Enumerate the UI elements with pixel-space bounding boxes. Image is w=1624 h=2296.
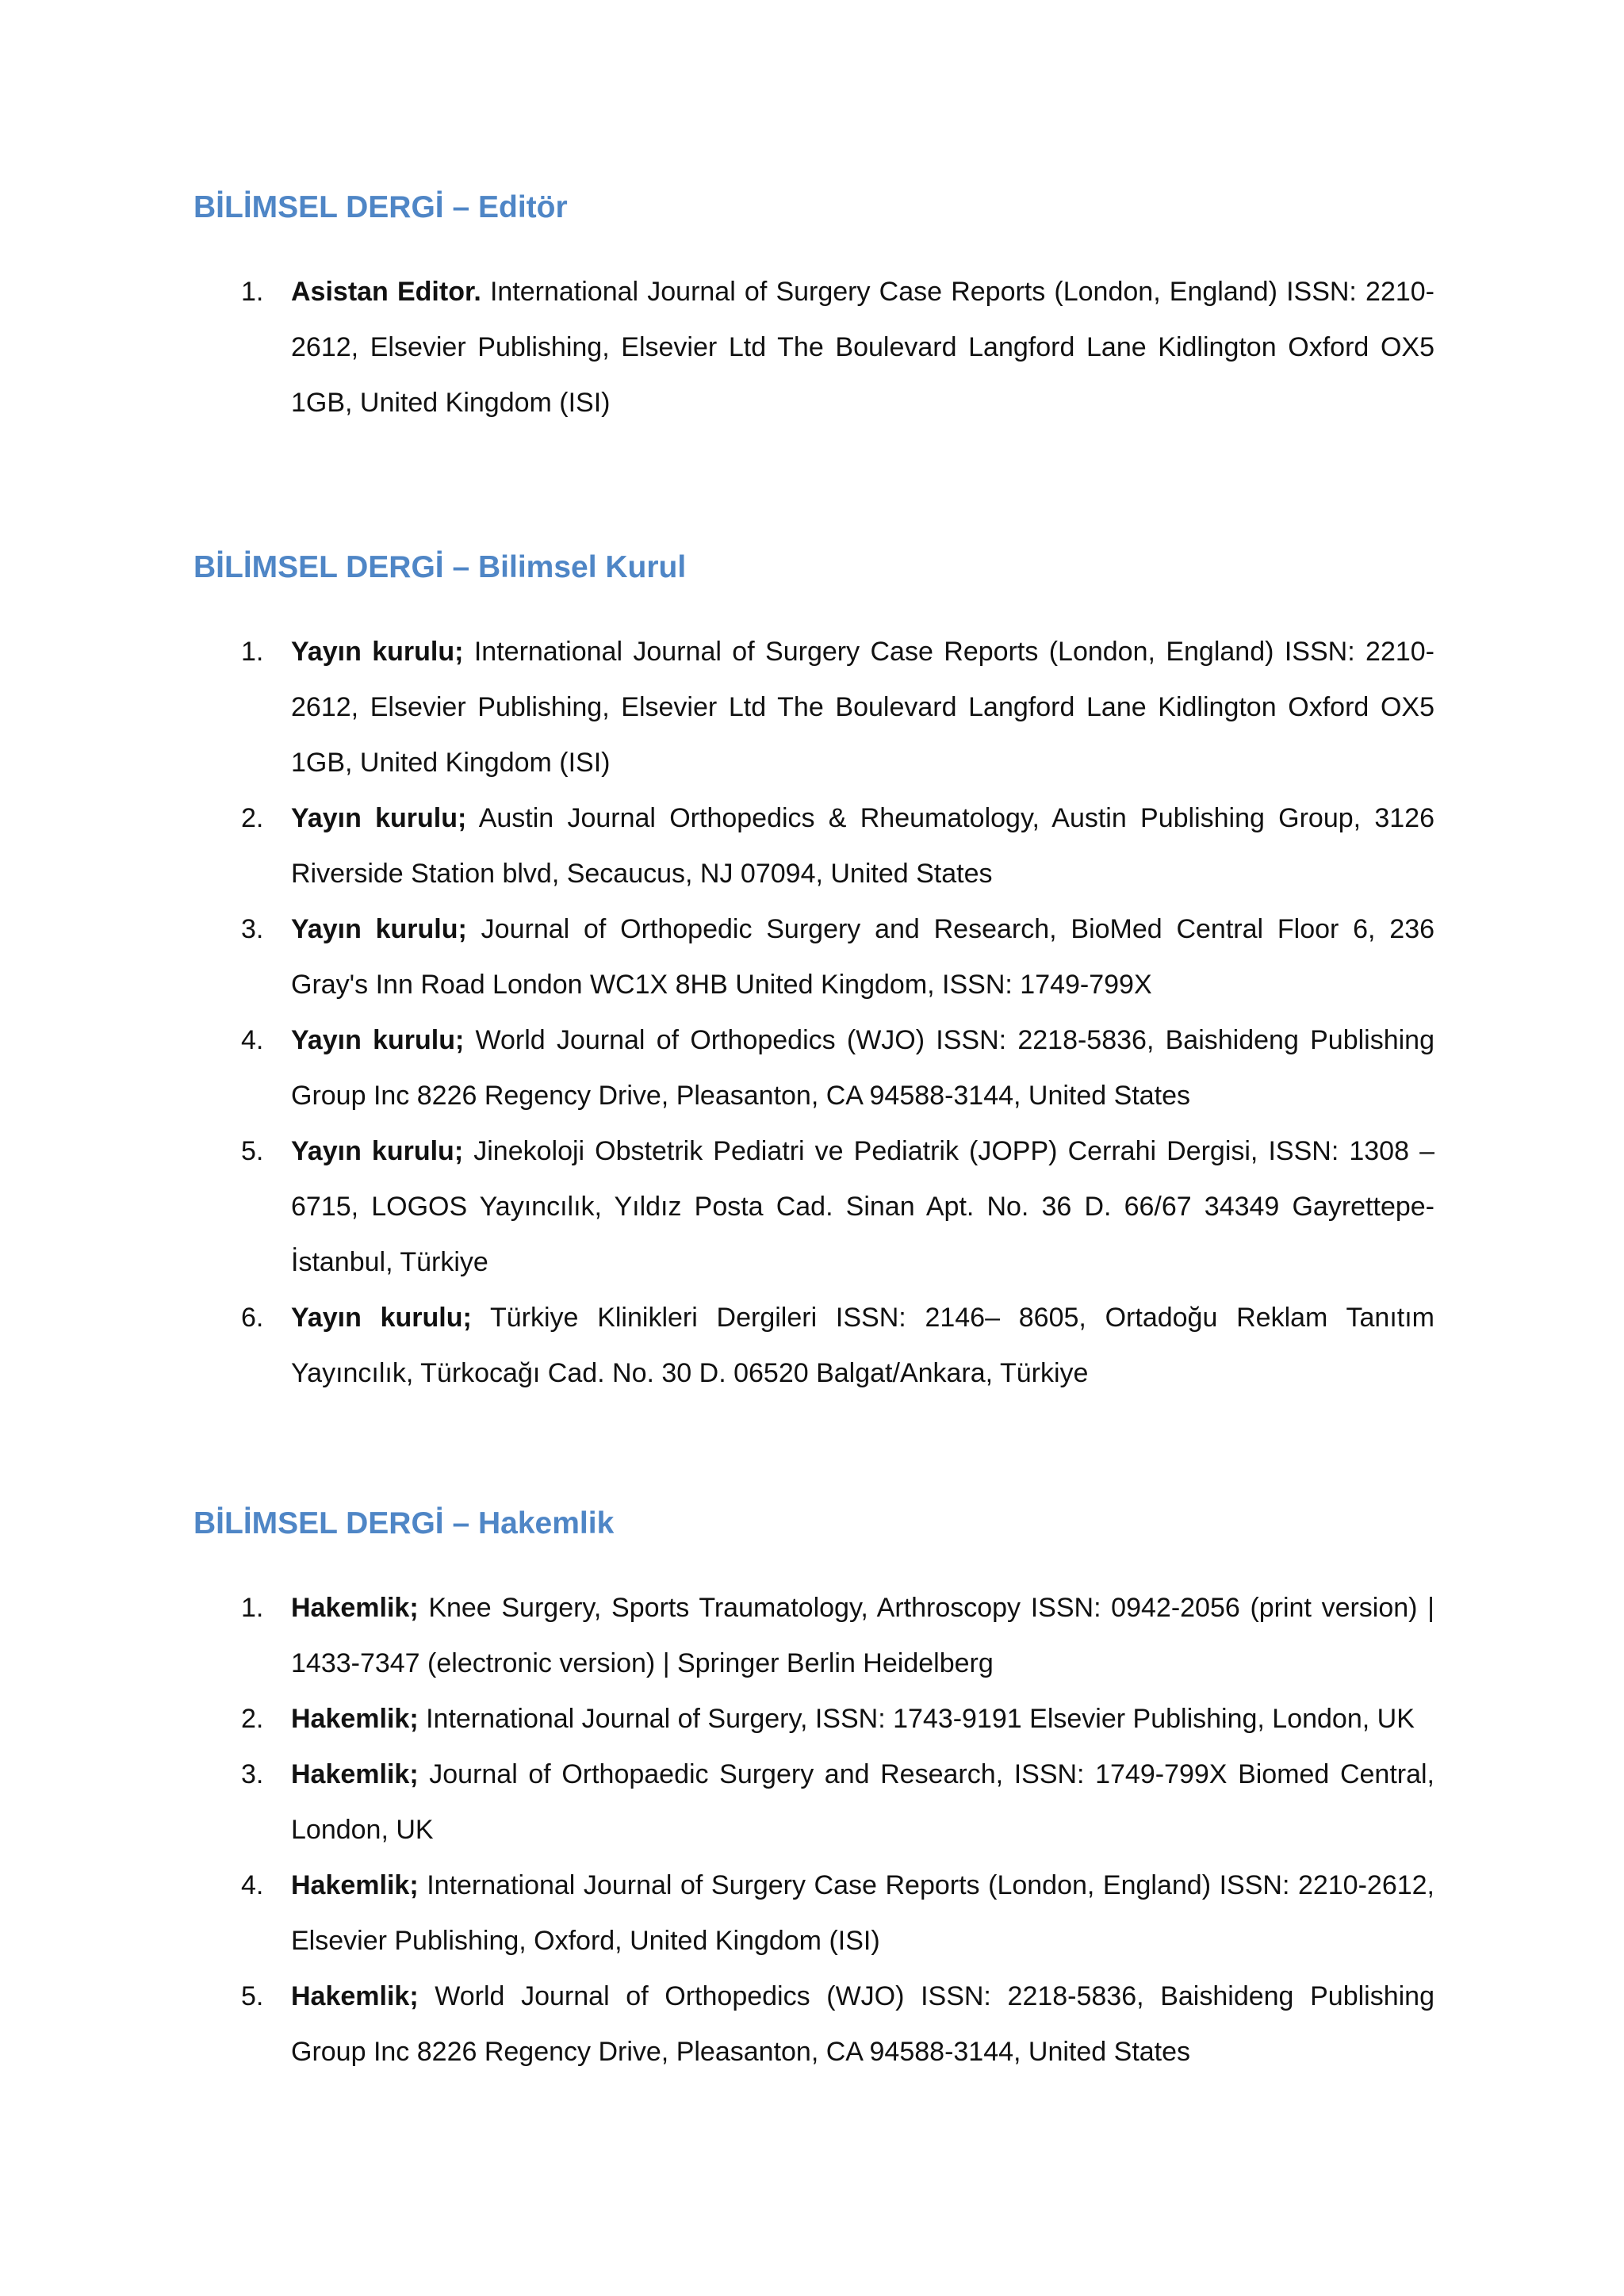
list-item	[193, 790, 1434, 901]
list-number: 6.	[241, 1303, 264, 1333]
entry-text: International Journal of Surgery Case Reports (London, England) ISSN: 2210-2612, Elsevier Publishing, Elsevier Ltd The Boulevard Langford Lane Kidlington Oxford OX5 1GB, United Kingdom (ISI)	[291, 637, 1434, 778]
entry-role: Yayın kurulu;	[291, 1136, 464, 1166]
entry-role: Yayın kurulu;	[291, 1303, 472, 1333]
entry-role: Yayın kurulu;	[291, 914, 467, 944]
list-item	[193, 1123, 1434, 1290]
list-item	[193, 1858, 1434, 1969]
entry-list	[193, 1580, 1434, 2080]
entry-list	[193, 624, 1434, 1401]
list-item	[193, 1012, 1434, 1123]
entry-text: Knee Surgery, Sports Traumatology, Arthroscopy ISSN: 0942-2056 (print version) | 1433-7347 (electronic version) | Springer Berlin Heidelberg	[291, 1593, 1434, 1678]
list-item	[193, 1290, 1434, 1401]
list-number: 3.	[241, 1759, 264, 1789]
entry-role: Yayın kurulu;	[291, 1025, 465, 1055]
entry-role: Hakemlik;	[291, 1593, 419, 1623]
list-number: 2.	[241, 1704, 264, 1734]
entry-text: Jinekoloji Obstetrik Pediatri ve Pediatrik (JOPP) Cerrahi Dergisi, ISSN: 1308 – 6715, LOGOS Yayıncılık, Yıldız Posta Cad. Sinan Apt. No. 36 D. 66/67 34349 Gayrettepe-İstanbul, Türkiye	[291, 1136, 1434, 1277]
list-item	[193, 264, 1434, 430]
list-item	[193, 1747, 1434, 1858]
list-number: 3.	[241, 914, 264, 944]
section-title: BİLİMSEL DERGİ – Bilimsel Kurul	[193, 550, 687, 584]
entry-text: Türkiye Klinikleri Dergileri ISSN: 2146– 8605, Ortadoğu Reklam Tanıtım Yayıncılık, Türkocağı Cad. No. 30 D. 06520 Balgat/Ankara, Türkiye	[291, 1303, 1434, 1388]
section-editor	[193, 189, 1434, 430]
section-title: BİLİMSEL DERGİ – Hakemlik	[193, 1506, 615, 1540]
section-hakemlik	[193, 1505, 1434, 2080]
list-number: 5.	[241, 1136, 264, 1166]
entry-list	[193, 264, 1434, 430]
entry-role: Asistan Editor.	[291, 277, 481, 307]
list-number: 1.	[241, 277, 264, 307]
entry-text: International Journal of Surgery Case Reports (London, England) ISSN: 2210-2612, Elsevier Publishing, Elsevier Ltd The Boulevard Langford Lane Kidlington Oxford OX5 1GB, United Kingdom (ISI)	[291, 277, 1434, 418]
entry-role: Yayın kurulu;	[291, 637, 464, 667]
list-number: 4.	[241, 1870, 264, 1900]
list-number: 2.	[241, 803, 264, 833]
entry-text: International Journal of Surgery Case Reports (London, England) ISSN: 2210-2612, Elsevier Publishing, Oxford, United Kingdom (ISI)	[291, 1870, 1434, 1956]
list-number: 1.	[241, 1593, 264, 1623]
list-item	[193, 901, 1434, 1012]
entry-role: Hakemlik;	[291, 1704, 419, 1734]
entry-role: Hakemlik;	[291, 1981, 419, 2011]
entry-text: Journal of Orthopaedic Surgery and Research, ISSN: 1749-799X Biomed Central, London, UK	[291, 1759, 1434, 1845]
list-number: 5.	[241, 1981, 264, 2011]
entry-text: World Journal of Orthopedics (WJO) ISSN: 2218-5836, Baishideng Publishing Group Inc 8226 Regency Drive, Pleasanton, CA 94588-3144, United States	[291, 1981, 1434, 2067]
list-number: 1.	[241, 637, 264, 667]
section-bilimsel-kurul	[193, 549, 1434, 1401]
entry-text: Journal of Orthopedic Surgery and Research, BioMed Central Floor 6, 236 Gray's Inn Road London WC1X 8HB United Kingdom, ISSN: 1749-799X	[291, 914, 1435, 1000]
list-item	[193, 1969, 1434, 2080]
list-item	[193, 1691, 1434, 1747]
entry-text: Austin Journal Orthopedics & Rheumatology, Austin Publishing Group, 3126 Riverside Station blvd, Secaucus, NJ 07094, United States	[291, 803, 1434, 889]
entry-text: World Journal of Orthopedics (WJO) ISSN: 2218-5836, Baishideng Publishing Group Inc 8226 Regency Drive, Pleasanton, CA 94588-3144, United States	[291, 1025, 1434, 1111]
entry-role: Hakemlik;	[291, 1759, 419, 1789]
list-item	[193, 1580, 1434, 1691]
list-item	[193, 624, 1434, 790]
entry-role: Yayın kurulu;	[291, 803, 467, 833]
entry-text: International Journal of Surgery, ISSN: 1743-9191 Elsevier Publishing, London, UK	[426, 1704, 1415, 1734]
entry-role: Hakemlik;	[291, 1870, 419, 1900]
section-title: BİLİMSEL DERGİ – Editör	[193, 190, 568, 224]
list-number: 4.	[241, 1025, 264, 1055]
